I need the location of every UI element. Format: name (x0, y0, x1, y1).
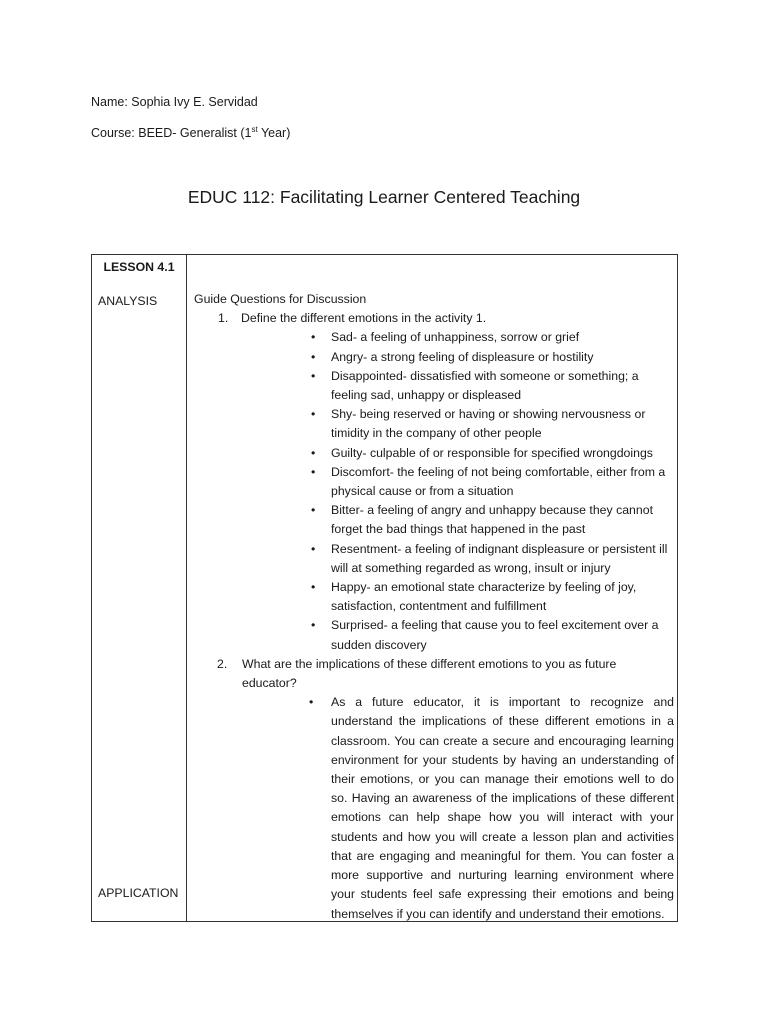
label-column (92, 255, 187, 922)
bullet-icon: • (311, 503, 316, 518)
bullet-text: Shy- being reserved or having or showing nervousness or timidity in the company of other people (331, 407, 646, 441)
bullet-item (241, 463, 674, 501)
question-text: What are the implications of these different emotions to you as future educator? (242, 656, 617, 691)
bullet-item (241, 578, 674, 616)
bullet-item (241, 348, 674, 367)
lesson-table (91, 254, 678, 922)
bullet-icon: • (311, 330, 316, 345)
question-item (194, 309, 674, 655)
bullet-item (241, 444, 674, 463)
bullet-icon: • (309, 695, 314, 710)
lesson-label: LESSON 4.1 (103, 260, 175, 274)
bullet-icon: • (311, 464, 316, 479)
bullet-item (241, 328, 674, 347)
bullet-icon: • (311, 349, 316, 364)
bullet-icon: • (311, 541, 316, 556)
guide-heading: Guide Questions for Discussion (194, 292, 367, 306)
emotion-definition-list (241, 328, 674, 654)
bullet-text: Guilty- culpable of or responsible for specified wrongdoings (331, 445, 653, 460)
bullet-text: Happy- an emotional state characterize by feeling of joy, satisfaction, contentment and fulfillment (331, 580, 637, 614)
bullet-text: Resentment- a feeling of indignant displeasure or persistent ill will at something regarded as wrong, insult or injury (331, 541, 668, 575)
course-prefix: Course: BEED- Generalist (1 (91, 126, 252, 140)
question-number: 1. (218, 311, 229, 326)
bullet-item (239, 693, 674, 923)
course-superscript: st (251, 124, 258, 134)
bullet-item (241, 616, 674, 654)
bullet-icon: • (311, 368, 316, 383)
question-text: Define the different emotions in the activity 1. (241, 311, 487, 326)
bullet-text: As a future educator, it is important to recognize and understand the implications of these different emotions in a classroom. You can create a secure and encouraging learning environment for your students by having an understanding of their emotions, or you can manage their emotions well to do so. Having an awareness of the implications of these different emotions can help shape how you will interact with your students and how you will create a lesson plan and activities that are engaging and meaningful for them. You can foster a more supportive and nurturing learning environment where your students feel safe expressing their emotions and being themselves if you can identify and understand their emotions. (331, 695, 674, 921)
question-number: 2. (217, 656, 228, 671)
bullet-text: Angry- a strong feeling of displeasure or hostility (331, 349, 594, 364)
bullet-text: Disappointed- dissatisfied with someone or something; a feeling sad, unhappy or displeased (331, 368, 639, 403)
question-item (194, 655, 674, 924)
student-name: Name: Sophia Ivy E. Servidad (91, 95, 258, 109)
bullet-icon: • (311, 580, 316, 595)
student-course (91, 126, 290, 140)
discussion-content (194, 290, 674, 924)
bullet-icon: • (311, 618, 316, 633)
bullet-item (241, 540, 674, 578)
bullet-text: Bitter- a feeling of angry and unhappy because they cannot forget the bad things that happened in the past (331, 503, 653, 537)
bullet-text: Discomfort- the feeling of not being comfortable, either from a physical cause or from a situation (331, 464, 666, 499)
bullet-text: Sad- a feeling of unhappiness, sorrow or grief (331, 330, 580, 345)
bullet-text: Surprised- a feeling that cause you to feel excitement over a sudden discovery (331, 618, 659, 652)
implication-answer-list (239, 693, 674, 923)
analysis-label: ANALYSIS (98, 294, 158, 308)
bullet-item (241, 501, 674, 539)
bullet-icon: • (311, 407, 316, 422)
content-column (187, 255, 678, 922)
application-label: APPLICATION (98, 886, 179, 900)
bullet-item (241, 367, 674, 405)
question-list (194, 309, 674, 924)
document-title: EDUC 112: Facilitating Learner Centered Teaching (187, 187, 581, 207)
bullet-icon: • (311, 445, 316, 460)
course-suffix: Year) (257, 126, 291, 140)
bullet-item (241, 405, 674, 443)
